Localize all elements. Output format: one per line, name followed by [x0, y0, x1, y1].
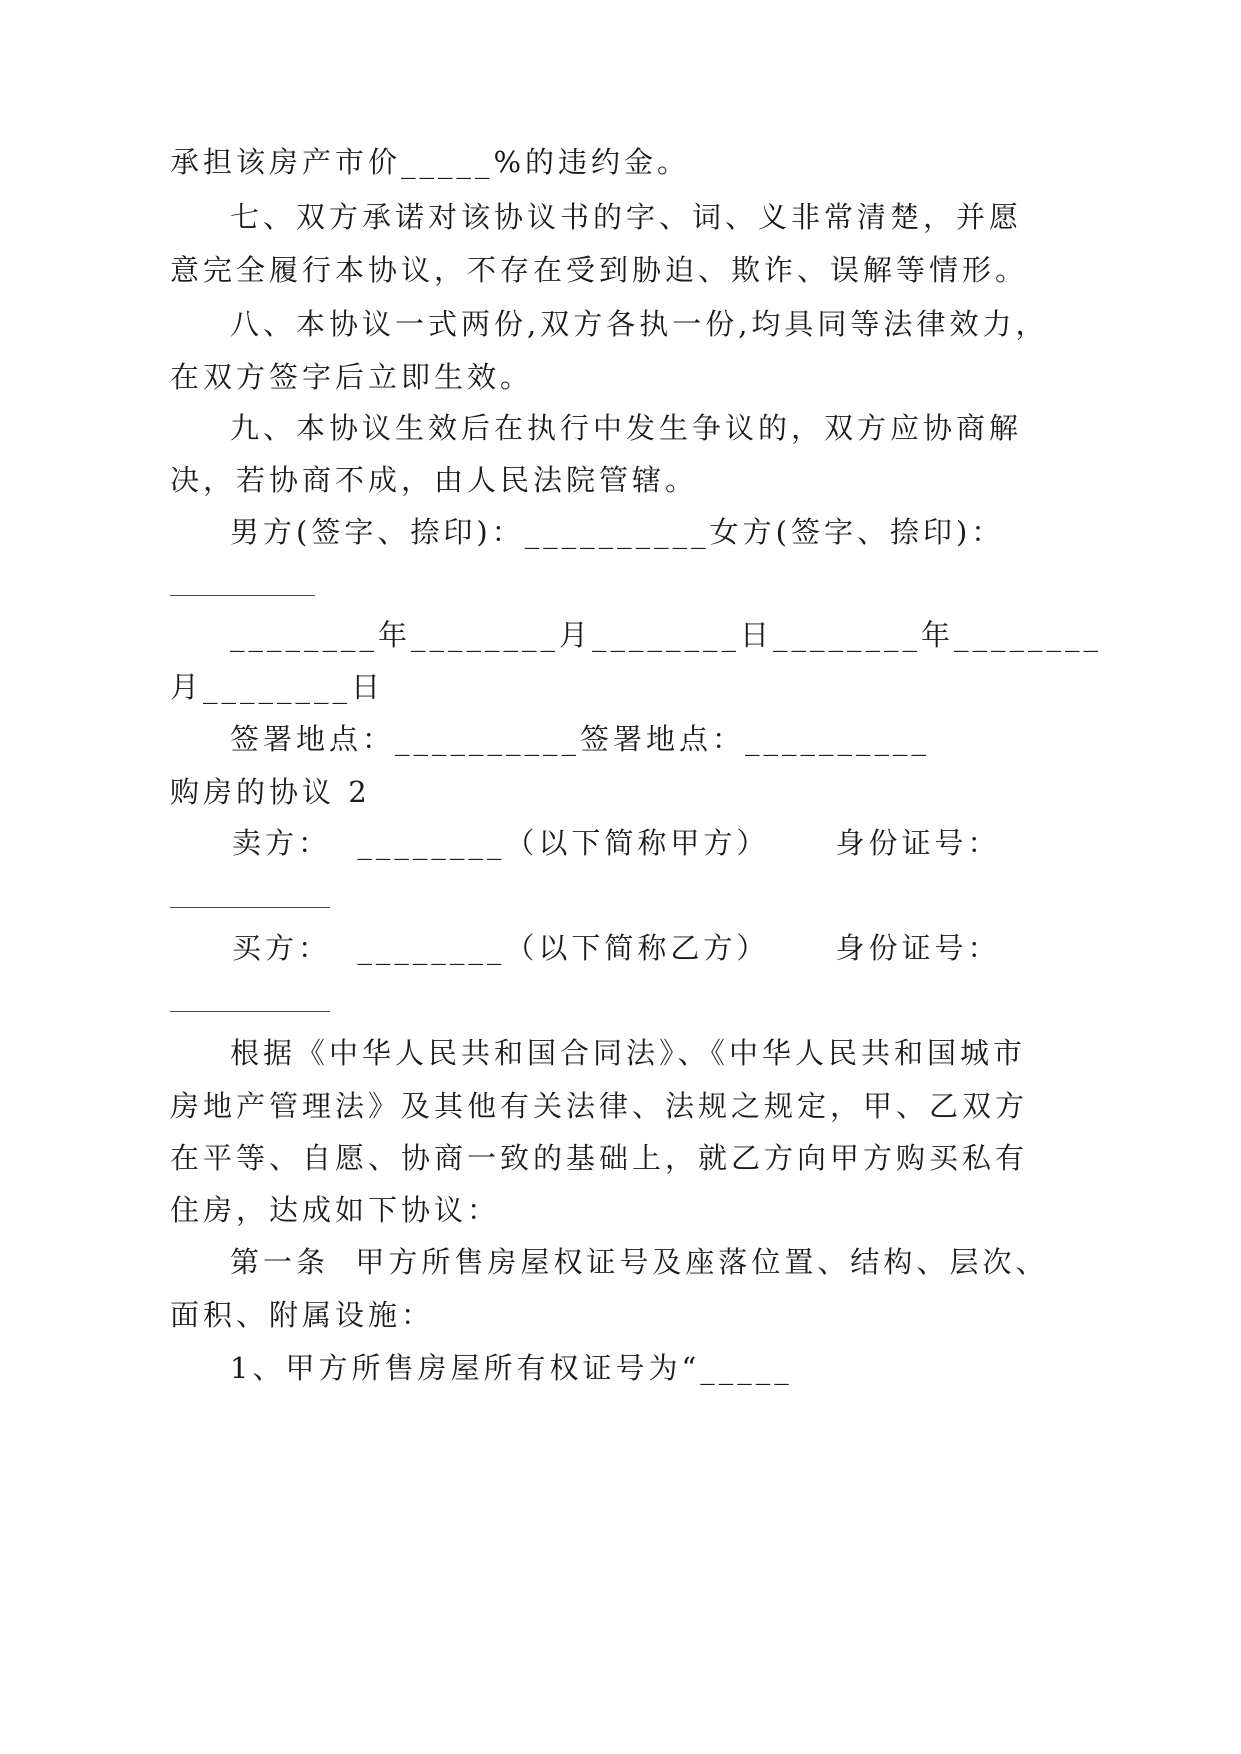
- clause-6-tail: 承担该房产市价_____%的违约金。: [170, 145, 691, 179]
- buyer-id-blank-line: [170, 1011, 330, 1012]
- date-line-1: ________年________月________日________年________: [230, 618, 1103, 652]
- seller-id-blank-line: [170, 907, 330, 908]
- clause-7-line-2: 意完全履行本协议，不存在受到胁迫、欺诈、误解等情形。: [170, 253, 1029, 287]
- buyer-line: 买方： ________（以下简称乙方） 身份证号：: [232, 931, 1001, 965]
- clause-8-line-2: 在双方签字后立即生效。: [170, 360, 534, 394]
- clause-9-line-1: 九、本协议生效后在执行中发生争议的，双方应协商解: [230, 411, 1023, 445]
- preamble-line-1: 根据《中华人民共和国合同法》、《中华人民共和国城市: [230, 1036, 1027, 1070]
- signing-place-line: 签署地点：__________签署地点：__________: [230, 722, 931, 756]
- article-1-line-2: 面积、附属设施：: [170, 1298, 435, 1332]
- preamble-line-4: 住房，达成如下协议：: [170, 1193, 501, 1227]
- preamble-line-2: 房地产管理法》及其他有关法律、法规之规定，甲、乙双方: [170, 1089, 1029, 1123]
- article-1-item-1: 1、甲方所售房屋所有权证号为“_____: [230, 1351, 793, 1385]
- article-1-line-1: 第一条 甲方所售房屋权证号及座落位置、结构、层次、: [230, 1245, 1049, 1279]
- preamble-line-3: 在平等、自愿、协商一致的基础上，就乙方向甲方购买私有: [170, 1141, 1029, 1175]
- clause-9-line-2: 决，若协商不成，由人民法院管辖。: [170, 463, 699, 497]
- clause-8-line-1: 八、本协议一式两份,双方各执一份,均具同等法律效力，: [230, 307, 1049, 341]
- signature-line: 男方(签字、捺印)：__________女方(签字、捺印)：: [230, 515, 1005, 549]
- date-line-2: 月________日: [170, 670, 385, 704]
- signature-blank-line: [170, 595, 315, 596]
- clause-7-line-1: 七、双方承诺对该协议书的字、词、义非常清楚，并愿: [230, 200, 1023, 234]
- seller-line: 卖方： ________（以下简称甲方） 身份证号：: [232, 826, 1001, 860]
- section-title: 购房的协议 2: [170, 775, 371, 809]
